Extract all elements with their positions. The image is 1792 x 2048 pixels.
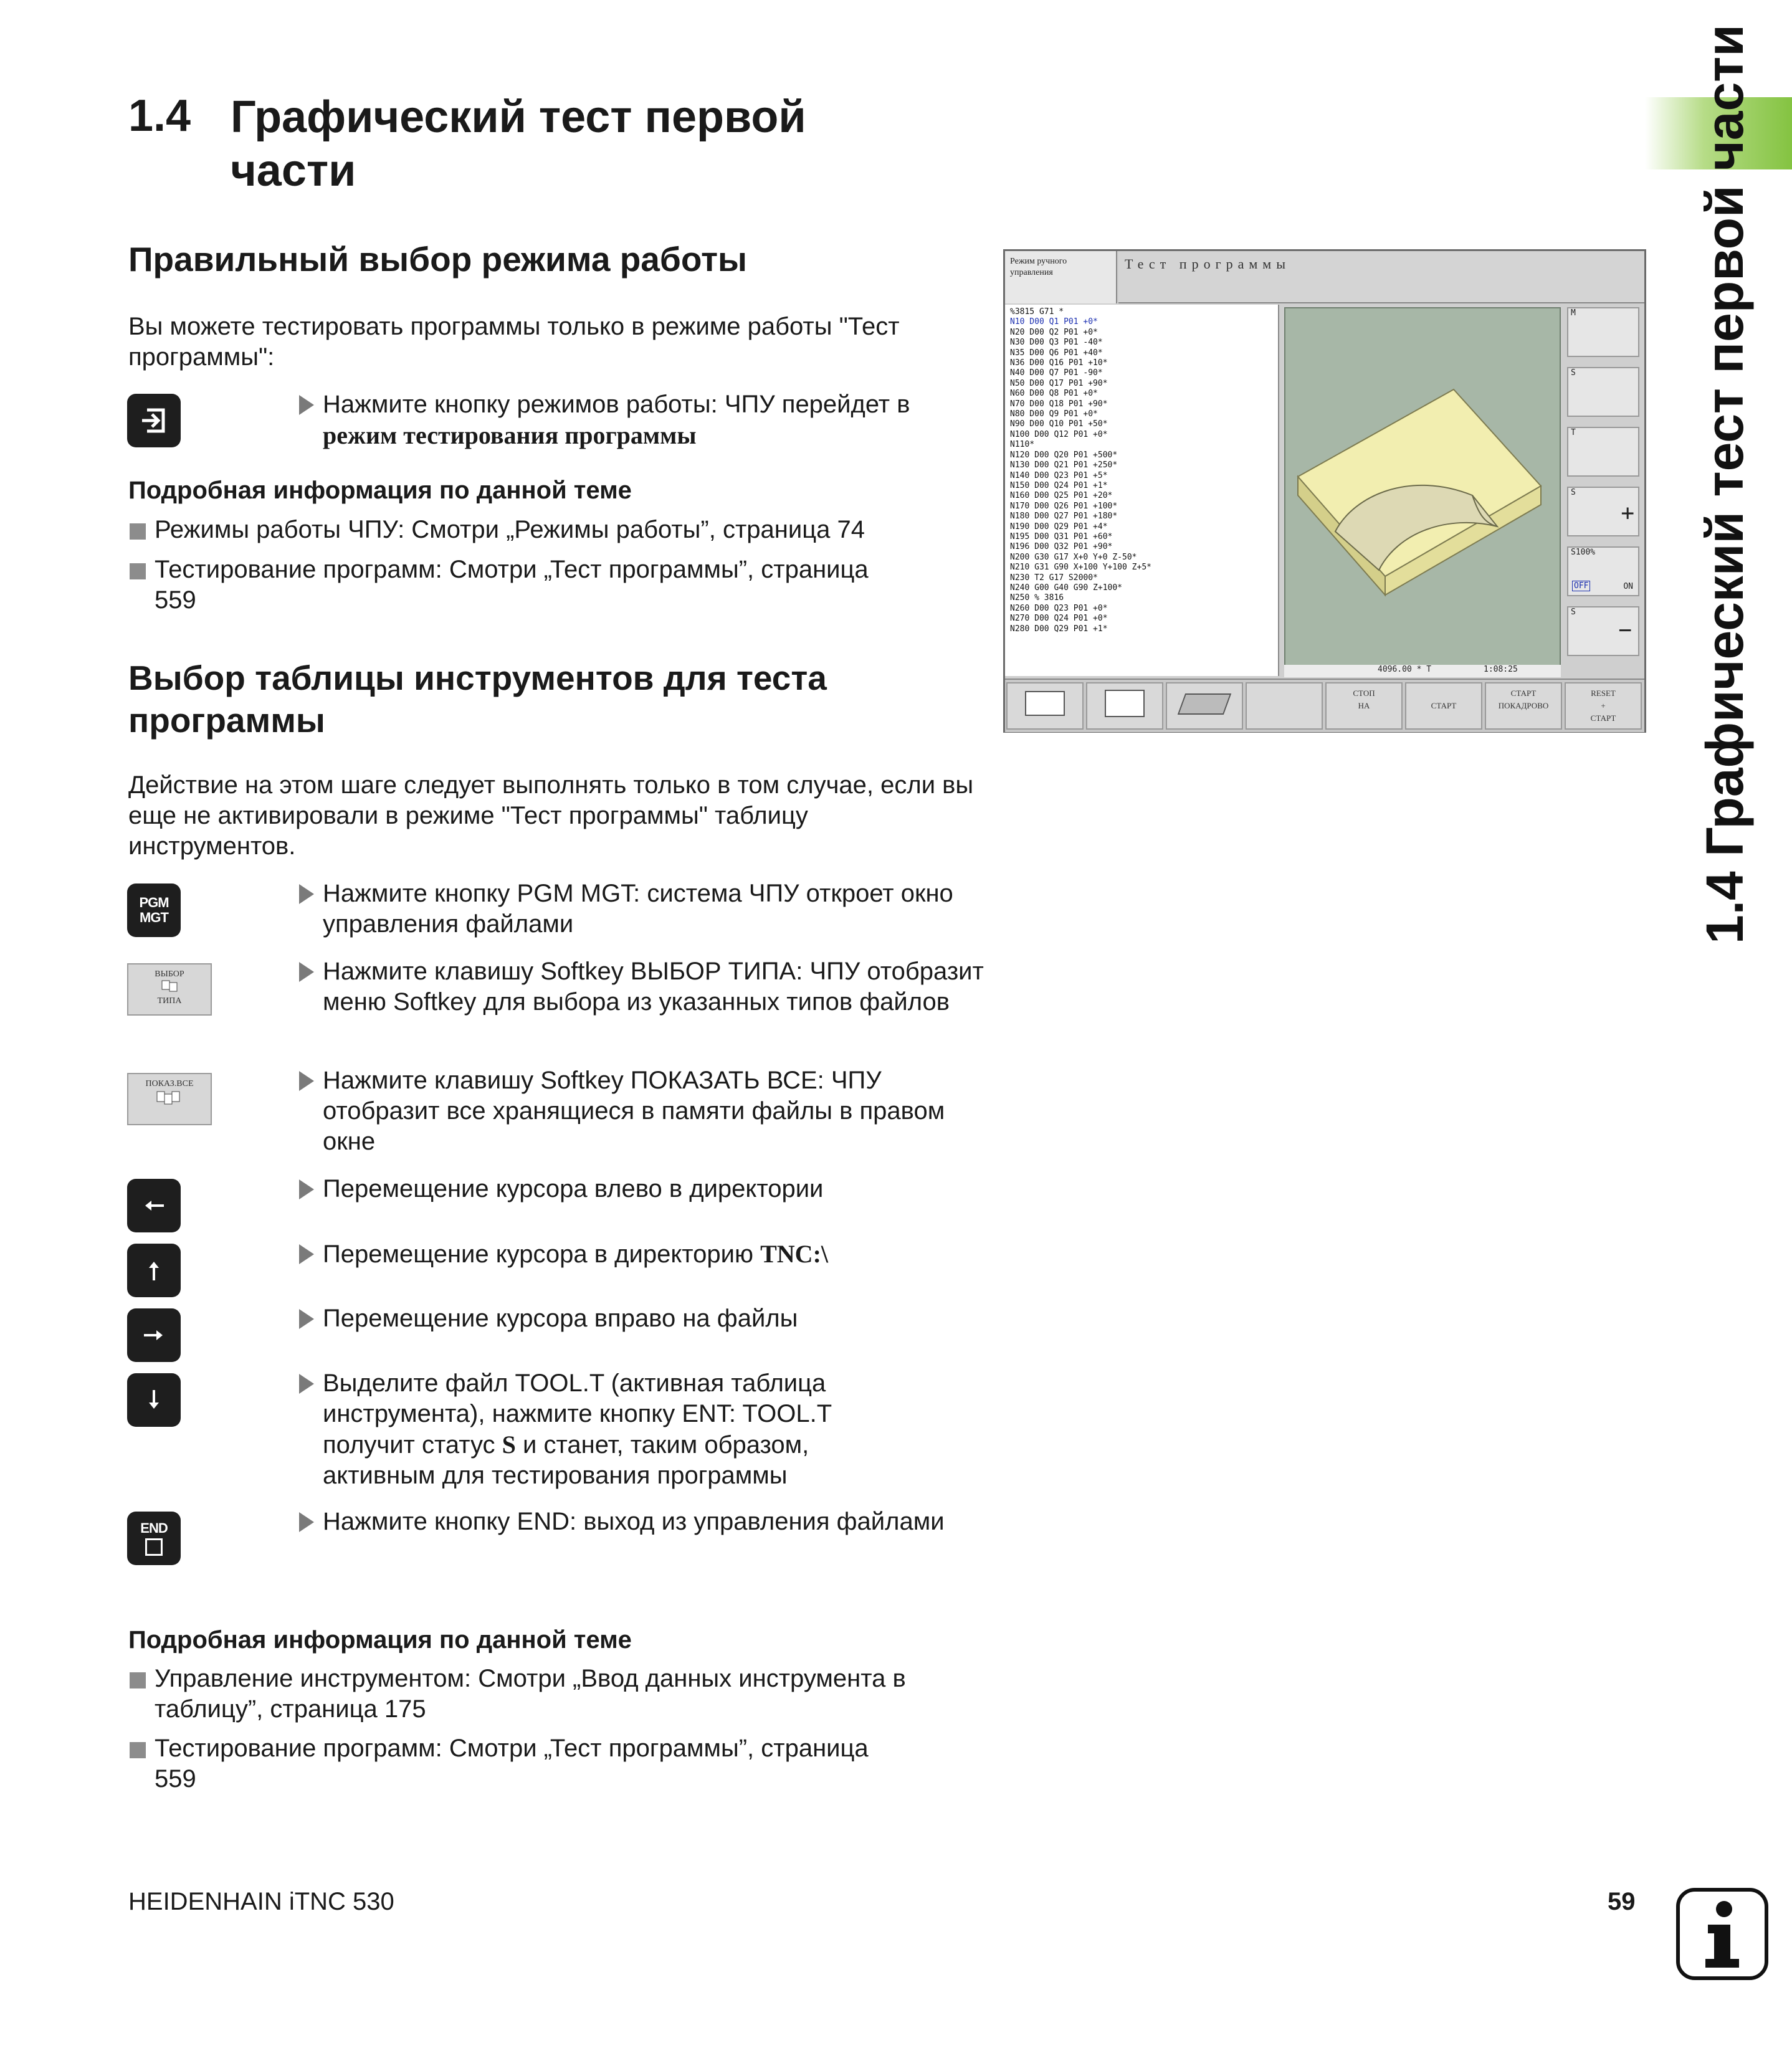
program-line: N196 D00 Q32 P01 +90* xyxy=(1010,542,1113,552)
mode-key xyxy=(127,394,181,447)
step-select-tool-file: Выделите файл TOOL.T (активная таблица инструмента), нажмите кнопку ENT: TOOL.T получит статус S и станет, таким образом, активным для тестирования программы xyxy=(298,1368,921,1491)
info-icon xyxy=(1676,1888,1768,1980)
arrow-up-icon xyxy=(145,1258,163,1283)
program-line: N20 D00 Q2 P01 +0* xyxy=(1010,327,1098,337)
arrow-down-icon xyxy=(145,1388,163,1412)
step-arrow-icon xyxy=(299,1179,314,1199)
program-line: N200 G30 G17 X+0 Y+0 Z-50* xyxy=(1010,552,1137,562)
screen-mode-label: Режим ручного управления xyxy=(1005,251,1117,303)
program-line: N35 D00 Q6 P01 +40* xyxy=(1010,348,1103,358)
window-split-icon xyxy=(1105,690,1145,717)
bullet-square-icon xyxy=(130,523,146,540)
softkey-single-block: СТАРТ ПОКАДРОВО xyxy=(1485,682,1562,730)
tool-heading: Выбор таблицы инструментов для теста программы xyxy=(128,659,827,740)
cnc-screenshot xyxy=(1003,249,1646,733)
step-arrow-icon xyxy=(299,395,314,415)
softkey-stop: СТОП НА xyxy=(1325,682,1403,730)
program-line: N170 D00 Q26 P01 +100* xyxy=(1010,501,1118,511)
side-softkey-t: T xyxy=(1567,427,1639,477)
show-all-softkey: ПОКАЗ.ВСЕ xyxy=(127,1073,212,1125)
minus-icon: − xyxy=(1618,617,1632,643)
program-line: N160 D00 Q25 P01 +20* xyxy=(1010,491,1113,501)
rect-icon xyxy=(1025,691,1065,716)
arrow-up-key xyxy=(127,1244,181,1297)
softkey-1 xyxy=(1006,682,1084,730)
side-softkey-s100: S100% OFF ON xyxy=(1567,546,1639,596)
arrow-left-key xyxy=(127,1179,181,1232)
program-line: N10 D00 Q1 P01 +0* xyxy=(1010,317,1098,327)
side-softkey-s-minus: S − xyxy=(1567,606,1639,656)
program-line: N190 D00 Q29 P01 +4* xyxy=(1010,522,1108,531)
program-line: N70 D00 Q18 P01 +90* xyxy=(1010,399,1108,409)
step-cursor-up: Перемещение курсора в директорию TNC:\ xyxy=(298,1239,996,1270)
step-arrow-icon xyxy=(299,962,314,982)
program-line: N30 D00 Q3 P01 -40* xyxy=(1010,338,1103,348)
step-select-type: Нажмите клавишу Softkey ВЫБОР ТИПА: ЧПУ отобразит меню Softkey для выбора из указанных типов файлов xyxy=(298,956,996,1017)
bullet-square-icon xyxy=(130,1742,146,1758)
program-line: N210 G31 G90 X+100 Y+100 Z+5* xyxy=(1010,563,1151,573)
softkey-start: СТАРТ xyxy=(1405,682,1482,730)
program-line: N260 D00 Q23 P01 +0* xyxy=(1010,603,1108,613)
program-line: N36 D00 Q16 P01 +10* xyxy=(1010,358,1108,368)
program-line: N130 D00 Q21 P01 +250* xyxy=(1010,460,1118,470)
step-arrow-icon xyxy=(299,1309,314,1329)
arrow-down-key xyxy=(127,1373,181,1427)
mode-switch-arrow-icon xyxy=(138,405,169,436)
bullet-square-icon xyxy=(130,1672,146,1688)
step-pgm-mgt: Нажмите кнопку PGM MGT: система ЧПУ откроет окно управления файлами xyxy=(298,879,996,940)
step-arrow-icon xyxy=(299,884,314,904)
square-icon xyxy=(145,1538,163,1556)
info-i-glyph xyxy=(1694,1897,1750,1971)
step-end: Нажмите кнопку END: выход из управления файлами xyxy=(298,1507,996,1537)
end-key: END xyxy=(127,1512,181,1565)
bullet-square-icon xyxy=(130,563,146,579)
arrow-right-icon xyxy=(141,1326,166,1345)
workpiece-3d-graphic xyxy=(1285,308,1560,666)
step-arrow-icon xyxy=(299,1374,314,1394)
tool-more-heading: Подробная информация по данной теме xyxy=(128,1626,632,1654)
program-line: %3815 G71 * xyxy=(1010,307,1064,317)
mode-intro: Вы можете тестировать программы только в режиме работы "Тест программы": xyxy=(128,313,900,371)
program-line: N120 D00 Q20 P01 +500* xyxy=(1010,450,1118,460)
select-type-softkey: ВЫБОР ТИПА xyxy=(127,963,212,1016)
program-line: N250 % 3816 xyxy=(1010,593,1064,603)
program-line: N110* xyxy=(1010,440,1035,450)
page-number: 59 xyxy=(1608,1888,1636,1915)
mode-step xyxy=(298,389,996,451)
pgm-mgt-key: PGM MGT xyxy=(127,883,181,937)
mode-heading: Правильный выбор режима работы xyxy=(128,240,747,279)
step-arrow-icon xyxy=(299,1071,314,1091)
softkey-4 xyxy=(1246,682,1323,730)
test-graphic xyxy=(1284,307,1561,667)
side-softkeys xyxy=(1563,305,1644,676)
section-title: Графический тест первой части xyxy=(231,92,806,196)
plus-icon: + xyxy=(1621,500,1634,526)
section-number: 1.4 xyxy=(128,91,191,141)
step-arrow-icon xyxy=(299,1244,314,1264)
files-icon xyxy=(157,979,182,993)
list-item: Режимы работы ЧПУ: Смотри „Режимы работы”, страница 74 xyxy=(128,515,1002,545)
tool-intro: Действие на этом шаге следует выполнять только в том случае, если вы еще не активировали в режиме "Тест программы" таблицу инструментов. xyxy=(128,771,974,860)
program-line: N270 D00 Q24 P01 +0* xyxy=(1010,614,1108,624)
files-icon xyxy=(151,1089,188,1108)
status-bar: 4096.00 * T 1:08:25 xyxy=(1284,665,1561,677)
program-listing xyxy=(1005,305,1279,676)
program-line: N100 D00 Q12 P01 +0* xyxy=(1010,429,1108,439)
program-line: N80 D00 Q9 P01 +0* xyxy=(1010,409,1098,419)
bottom-softkeys xyxy=(1005,679,1644,732)
program-line: N90 D00 Q10 P01 +50* xyxy=(1010,419,1108,429)
program-line: N180 D00 Q27 P01 +180* xyxy=(1010,512,1118,522)
step-cursor-left: Перемещение курсора влево в директории xyxy=(298,1174,996,1204)
mode-step-bold: режим тестирования программы xyxy=(323,421,697,449)
program-line: N140 D00 Q23 P01 +5* xyxy=(1010,470,1108,480)
step-show-all: Нажмите клавишу Softkey ПОКАЗАТЬ ВСЕ: ЧПУ отобразит все хранящиеся в памяти файлы в правом окне xyxy=(298,1065,996,1157)
list-item: Управление инструментом: Смотри „Ввод данных инструмента в таблицу”, страница 175 xyxy=(128,1664,1014,1725)
step-arrow-icon xyxy=(299,1512,314,1532)
side-softkey-m: M xyxy=(1567,307,1639,357)
screen-header: Тест программы xyxy=(1118,251,1644,303)
footer-product: HEIDENHAIN iTNC 530 xyxy=(128,1888,394,1915)
program-line: N50 D00 Q17 P01 +90* xyxy=(1010,378,1108,388)
program-line: N280 D00 Q29 P01 +1* xyxy=(1010,624,1108,634)
softkey-2 xyxy=(1086,682,1163,730)
side-section-title: 1.4 Графический тест первой части xyxy=(1695,24,1754,944)
arrow-left-icon xyxy=(141,1196,166,1215)
block-3d-icon xyxy=(1178,693,1231,715)
step-cursor-right: Перемещение курсора вправо на файлы xyxy=(298,1303,996,1334)
program-line: N195 D00 Q31 P01 +60* xyxy=(1010,531,1113,541)
mode-step-text: Нажмите кнопку режимов работы: ЧПУ перейдет в xyxy=(323,391,910,418)
program-line: N230 T2 G17 S2000* xyxy=(1010,573,1098,583)
mode-more-heading: Подробная информация по данной теме xyxy=(128,477,632,504)
softkey-3 xyxy=(1166,682,1243,730)
softkey-reset-start: RESET + СТАРТ xyxy=(1565,682,1642,730)
program-line: N60 D00 Q8 P01 +0* xyxy=(1010,389,1098,399)
arrow-right-key xyxy=(127,1308,181,1362)
program-line: N150 D00 Q24 P01 +1* xyxy=(1010,480,1108,490)
program-line: N40 D00 Q7 P01 -90* xyxy=(1010,368,1103,378)
side-softkey-s-plus: S + xyxy=(1567,487,1639,536)
side-softkey-s: S xyxy=(1567,367,1639,417)
list-item: Тестирование программ: Смотри „Тест программы”, страница 559 xyxy=(128,1733,902,1794)
list-item: Тестирование программ: Смотри „Тест программы”, страница 559 xyxy=(128,555,902,616)
program-line: N240 G00 G40 G90 Z+100* xyxy=(1010,583,1123,593)
